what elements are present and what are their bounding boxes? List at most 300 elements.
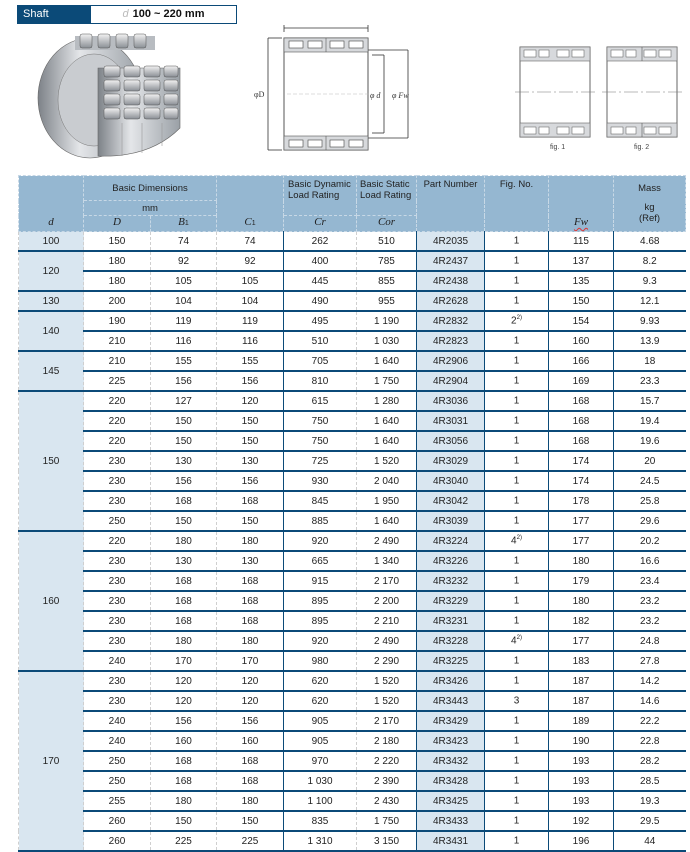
fig-number: 1 <box>513 755 520 767</box>
cell-cr: 750 <box>284 431 357 451</box>
cell-fig <box>485 471 549 491</box>
cell-cor: 2 290 <box>357 651 417 671</box>
fig-number: 1 <box>513 275 520 287</box>
fig-number: 1 <box>513 775 520 787</box>
cell-fig <box>485 691 549 711</box>
cell-fw: 187 <box>549 691 614 711</box>
cell-mass: 9.93 <box>614 311 686 331</box>
cell-b1: 119 <box>151 311 217 331</box>
cell-d: 230 <box>84 491 151 511</box>
bearing-product-image <box>20 28 190 160</box>
cell-mass: 27.8 <box>614 651 686 671</box>
cell-fw: 182 <box>549 611 614 631</box>
table-row <box>19 232 686 252</box>
cell-fig <box>485 571 549 591</box>
cell-part: 4R2438 <box>417 271 485 291</box>
cell-d: 130 <box>19 291 84 311</box>
cell-b1: 120 <box>151 671 217 691</box>
cell-cr: 895 <box>284 611 357 631</box>
table-row <box>19 271 686 291</box>
cell-fw: 190 <box>549 731 614 751</box>
cell-c1: 104 <box>217 291 284 311</box>
cell-mass: 9.3 <box>614 271 686 291</box>
cell-b1: 130 <box>151 551 217 571</box>
cell-fw: 168 <box>549 431 614 451</box>
cell-fw: 177 <box>549 631 614 651</box>
cell-b1: 168 <box>151 491 217 511</box>
table-row <box>19 471 686 491</box>
cell-fig <box>485 351 549 371</box>
cell-fw: 180 <box>549 591 614 611</box>
header-c1: C1 <box>217 176 284 232</box>
fig-number: 1 <box>513 495 520 507</box>
cell-cor: 1 640 <box>357 351 417 371</box>
cell-part: 4R3226 <box>417 551 485 571</box>
cell-cr: 930 <box>284 471 357 491</box>
table-row <box>19 651 686 671</box>
fig-number: 4 <box>511 635 517 647</box>
table-row <box>19 451 686 471</box>
cell-mass: 19.4 <box>614 411 686 431</box>
cell-mass: 44 <box>614 831 686 851</box>
cell-b1: 104 <box>151 291 217 311</box>
fig-2-label: fig. 2 <box>634 144 650 151</box>
cell-fig <box>485 371 549 391</box>
cell-cor: 2 170 <box>357 711 417 731</box>
cell-fig <box>485 811 549 831</box>
cell-mass: 18 <box>614 351 686 371</box>
cell-cor: 1 750 <box>357 371 417 391</box>
cell-d: 180 <box>84 271 151 291</box>
cell-cr: 920 <box>284 631 357 651</box>
d-symbol: d <box>122 8 129 20</box>
bearing-spec-table <box>18 175 686 852</box>
cell-b1: 168 <box>151 591 217 611</box>
cell-d: 230 <box>84 671 151 691</box>
cell-d: 240 <box>84 731 151 751</box>
cell-b1: 180 <box>151 531 217 551</box>
table-row <box>19 591 686 611</box>
cell-fig <box>485 491 549 511</box>
table-row <box>19 631 686 651</box>
table-row <box>19 351 686 371</box>
cell-cr: 885 <box>284 511 357 531</box>
cell-cor: 2 490 <box>357 631 417 651</box>
header-cr: Cr <box>284 216 357 232</box>
table-row <box>19 311 686 331</box>
cell-mass: 23.4 <box>614 571 686 591</box>
cell-fw: 137 <box>549 251 614 271</box>
fig-number: 1 <box>513 675 520 687</box>
cell-cor: 1 190 <box>357 311 417 331</box>
cell-part: 4R3433 <box>417 811 485 831</box>
cell-c1: 180 <box>217 791 284 811</box>
cell-fw: 160 <box>549 331 614 351</box>
cell-fig <box>485 251 549 271</box>
cell-cor: 855 <box>357 271 417 291</box>
cell-cor: 3 150 <box>357 831 417 851</box>
cell-cr: 1 030 <box>284 771 357 791</box>
cell-fw: 193 <box>549 751 614 771</box>
cell-mass: 4.68 <box>614 232 686 252</box>
shaft-diameter-badge <box>17 5 237 37</box>
fig-number: 1 <box>513 595 520 607</box>
table-row <box>19 431 686 451</box>
cell-b1: 156 <box>151 711 217 731</box>
fig-number: 1 <box>513 655 520 667</box>
table-row <box>19 251 686 271</box>
cell-fig <box>485 831 549 851</box>
cell-part: 4R2832 <box>417 311 485 331</box>
cell-fw: 168 <box>549 391 614 411</box>
cell-c1: 105 <box>217 271 284 291</box>
cell-cor: 785 <box>357 251 417 271</box>
cell-b1: 150 <box>151 811 217 831</box>
cell-part: 4R3056 <box>417 431 485 451</box>
cell-cr: 445 <box>284 271 357 291</box>
cell-mass: 23.2 <box>614 591 686 611</box>
cell-c1: 120 <box>217 671 284 691</box>
fig-number: 1 <box>513 455 520 467</box>
cell-d: 200 <box>84 291 151 311</box>
cell-d: 240 <box>84 711 151 731</box>
header-basic-dimensions: Basic Dimensions <box>84 176 217 201</box>
cell-c1: 116 <box>217 331 284 351</box>
cell-cr: 620 <box>284 671 357 691</box>
cell-c1: 168 <box>217 491 284 511</box>
cell-fw: 180 <box>549 551 614 571</box>
cell-c1: 168 <box>217 771 284 791</box>
cell-c1: 92 <box>217 251 284 271</box>
cell-d: 260 <box>84 831 151 851</box>
cell-mass: 22.8 <box>614 731 686 751</box>
cell-fw: 179 <box>549 571 614 591</box>
fig-number: 1 <box>513 255 520 267</box>
svg-text:φ Fw: φ Fw <box>392 91 409 100</box>
cell-part: 4R2906 <box>417 351 485 371</box>
cell-d: 250 <box>84 511 151 531</box>
cell-part: 4R3229 <box>417 591 485 611</box>
cell-b1: 156 <box>151 371 217 391</box>
cell-fw: 115 <box>549 232 614 252</box>
cell-fig <box>485 232 549 252</box>
cell-cr: 665 <box>284 551 357 571</box>
cell-fig <box>485 431 549 451</box>
table-row <box>19 611 686 631</box>
table-row <box>19 391 686 411</box>
shaft-range: 100 ~ 220 mm <box>132 8 205 20</box>
cell-mass: 20 <box>614 451 686 471</box>
cell-mass: 22.2 <box>614 711 686 731</box>
cell-c1: 130 <box>217 551 284 571</box>
table-row <box>19 791 686 811</box>
cell-d: 230 <box>84 451 151 471</box>
cell-cr: 495 <box>284 311 357 331</box>
cell-c1: 150 <box>217 811 284 831</box>
cell-cr: 510 <box>284 331 357 351</box>
cell-cor: 2 490 <box>357 531 417 551</box>
cell-c1: 168 <box>217 611 284 631</box>
cell-fw: 135 <box>549 271 614 291</box>
cell-fw: 168 <box>549 411 614 431</box>
cell-d: 170 <box>19 671 84 851</box>
table-row <box>19 671 686 691</box>
table-row <box>19 511 686 531</box>
table-row <box>19 551 686 571</box>
cell-cor: 1 340 <box>357 551 417 571</box>
cell-fig <box>485 671 549 691</box>
cell-b1: 155 <box>151 351 217 371</box>
table-row <box>19 331 686 351</box>
cell-d: 210 <box>84 331 151 351</box>
fig-number: 1 <box>513 395 520 407</box>
cell-part: 4R3036 <box>417 391 485 411</box>
cell-b1: 150 <box>151 511 217 531</box>
fig-number: 2 <box>511 315 517 327</box>
cell-d: 250 <box>84 751 151 771</box>
cell-fig <box>485 511 549 531</box>
cell-cor: 1 950 <box>357 491 417 511</box>
cell-c1: 119 <box>217 311 284 331</box>
fig-number: 1 <box>513 415 520 427</box>
cell-part: 4R2628 <box>417 291 485 311</box>
cell-b1: 92 <box>151 251 217 271</box>
cell-part: 4R3029 <box>417 451 485 471</box>
cell-d: 220 <box>84 391 151 411</box>
cell-cor: 1 520 <box>357 451 417 471</box>
table-row <box>19 411 686 431</box>
cell-c1: 168 <box>217 591 284 611</box>
cell-b1: 168 <box>151 771 217 791</box>
cell-part: 4R3228 <box>417 631 485 651</box>
header-fw: Fw <box>549 176 614 232</box>
table-row <box>19 491 686 511</box>
cell-cor: 510 <box>357 232 417 252</box>
cell-mass: 28.2 <box>614 751 686 771</box>
svg-text:φD: φD <box>254 90 265 99</box>
cell-d: 160 <box>19 531 84 671</box>
cell-cr: 810 <box>284 371 357 391</box>
cell-b1: 116 <box>151 331 217 351</box>
cell-fig <box>485 591 549 611</box>
fig-number: 1 <box>513 335 520 347</box>
cell-d: 230 <box>84 691 151 711</box>
fig-number: 1 <box>513 555 520 567</box>
cell-fw: 154 <box>549 311 614 331</box>
cell-fw: 174 <box>549 471 614 491</box>
cell-fig <box>485 651 549 671</box>
fig-number: 1 <box>513 795 520 807</box>
cell-mass: 8.2 <box>614 251 686 271</box>
cell-b1: 105 <box>151 271 217 291</box>
cell-d: 100 <box>19 232 84 252</box>
cell-d: 225 <box>84 371 151 391</box>
cell-mass: 23.2 <box>614 611 686 631</box>
cell-fig <box>485 611 549 631</box>
fig-number: 1 <box>513 475 520 487</box>
table-row <box>19 291 686 311</box>
table-row <box>19 771 686 791</box>
cell-b1: 168 <box>151 611 217 631</box>
cell-cr: 905 <box>284 711 357 731</box>
cell-fw: 193 <box>549 771 614 791</box>
cell-part: 4R3429 <box>417 711 485 731</box>
cell-cr: 725 <box>284 451 357 471</box>
cell-cr: 490 <box>284 291 357 311</box>
cell-cor: 1 520 <box>357 671 417 691</box>
cell-mass: 23.3 <box>614 371 686 391</box>
fig-number: 1 <box>513 355 520 367</box>
header-mm: mm <box>84 201 217 216</box>
table-row <box>19 811 686 831</box>
cell-part: 4R3224 <box>417 531 485 551</box>
cell-mass: 15.7 <box>614 391 686 411</box>
cell-part: 4R3040 <box>417 471 485 491</box>
cell-b1: 170 <box>151 651 217 671</box>
cell-mass: 12.1 <box>614 291 686 311</box>
cell-part: 4R3225 <box>417 651 485 671</box>
cell-d: 140 <box>19 311 84 351</box>
cell-b1: 130 <box>151 451 217 471</box>
fig-number: 1 <box>513 235 520 247</box>
header-fig-no: Fig. No. <box>485 176 549 232</box>
fig-number: 1 <box>513 735 520 747</box>
cell-d: 230 <box>84 631 151 651</box>
cell-cr: 835 <box>284 811 357 831</box>
cell-fig <box>485 731 549 751</box>
fig-number: 1 <box>513 575 520 587</box>
cell-cr: 845 <box>284 491 357 511</box>
cell-b1: 156 <box>151 471 217 491</box>
cell-d: 210 <box>84 351 151 371</box>
cell-d: 230 <box>84 551 151 571</box>
cell-part: 4R3443 <box>417 691 485 711</box>
cell-b1: 74 <box>151 232 217 252</box>
table-row <box>19 531 686 551</box>
cell-part: 4R2035 <box>417 232 485 252</box>
fig-number: 4 <box>511 535 517 547</box>
cell-d: 260 <box>84 811 151 831</box>
cell-d: 220 <box>84 531 151 551</box>
fig-number: 3 <box>513 695 520 707</box>
cell-b1: 180 <box>151 791 217 811</box>
cell-cr: 615 <box>284 391 357 411</box>
cell-d: 230 <box>84 611 151 631</box>
cell-d: 220 <box>84 411 151 431</box>
cell-b1: 150 <box>151 411 217 431</box>
cell-mass: 13.9 <box>614 331 686 351</box>
cell-d: 220 <box>84 431 151 451</box>
cell-c1: 170 <box>217 651 284 671</box>
table-row <box>19 691 686 711</box>
cell-cr: 905 <box>284 731 357 751</box>
cell-fig <box>485 411 549 431</box>
cell-fig <box>485 631 549 651</box>
cell-d: 230 <box>84 471 151 491</box>
fig-number: 1 <box>513 615 520 627</box>
fig-number: 1 <box>513 375 520 387</box>
cell-cor: 1 520 <box>357 691 417 711</box>
cell-c1: 155 <box>217 351 284 371</box>
cell-mass: 25.8 <box>614 491 686 511</box>
cell-c1: 156 <box>217 471 284 491</box>
cell-c1: 120 <box>217 391 284 411</box>
cell-cr: 1 100 <box>284 791 357 811</box>
cell-fig <box>485 391 549 411</box>
cell-part: 4R2437 <box>417 251 485 271</box>
cell-d: 180 <box>84 251 151 271</box>
cell-d: 230 <box>84 591 151 611</box>
cell-b1: 180 <box>151 631 217 651</box>
cell-fig <box>485 271 549 291</box>
cell-part: 4R3425 <box>417 791 485 811</box>
cell-part: 4R3432 <box>417 751 485 771</box>
cell-c1: 180 <box>217 631 284 651</box>
cell-fw: 193 <box>549 791 614 811</box>
cell-cr: 915 <box>284 571 357 591</box>
cell-fig <box>485 751 549 771</box>
cell-mass: 29.5 <box>614 811 686 831</box>
cell-fw: 150 <box>549 291 614 311</box>
cell-c1: 74 <box>217 232 284 252</box>
cell-b1: 160 <box>151 731 217 751</box>
cell-b1: 225 <box>151 831 217 851</box>
fig-number: 1 <box>513 715 520 727</box>
cell-b1: 127 <box>151 391 217 411</box>
cell-d: 230 <box>84 571 151 591</box>
cell-c1: 130 <box>217 451 284 471</box>
cell-d: 250 <box>84 771 151 791</box>
cell-cor: 2 170 <box>357 571 417 591</box>
cell-cr: 705 <box>284 351 357 371</box>
fig-number: 1 <box>513 815 520 827</box>
cell-part: 4R3231 <box>417 611 485 631</box>
table-row <box>19 731 686 751</box>
cell-fw: 174 <box>549 451 614 471</box>
fig-1-label: fig. 1 <box>550 144 566 151</box>
table-row <box>19 371 686 391</box>
cell-c1: 150 <box>217 511 284 531</box>
cell-part: 4R3428 <box>417 771 485 791</box>
cell-fw: 187 <box>549 671 614 691</box>
cell-cr: 1 310 <box>284 831 357 851</box>
cell-mass: 28.5 <box>614 771 686 791</box>
cell-fig <box>485 291 549 311</box>
cell-fig <box>485 711 549 731</box>
cell-fw: 177 <box>549 531 614 551</box>
header-cor: Cor <box>357 216 417 232</box>
header-static-load: Basic Static Load Rating <box>357 176 417 216</box>
cell-mass: 16.6 <box>614 551 686 571</box>
cell-part: 4R3042 <box>417 491 485 511</box>
cell-part: 4R2904 <box>417 371 485 391</box>
cell-part: 4R3232 <box>417 571 485 591</box>
cell-fig <box>485 551 549 571</box>
header-b1: B1 <box>151 216 217 232</box>
cell-part: 4R3031 <box>417 411 485 431</box>
header-D: D <box>84 216 151 232</box>
svg-text:φ d: φ d <box>370 91 381 100</box>
cell-fw: 183 <box>549 651 614 671</box>
cell-c1: 156 <box>217 371 284 391</box>
fig-footnote: 2) <box>516 535 522 542</box>
cell-cor: 955 <box>357 291 417 311</box>
cell-fw: 166 <box>549 351 614 371</box>
table-row <box>19 571 686 591</box>
cell-mass: 24.8 <box>614 631 686 651</box>
cell-b1: 168 <box>151 571 217 591</box>
cell-c1: 156 <box>217 711 284 731</box>
